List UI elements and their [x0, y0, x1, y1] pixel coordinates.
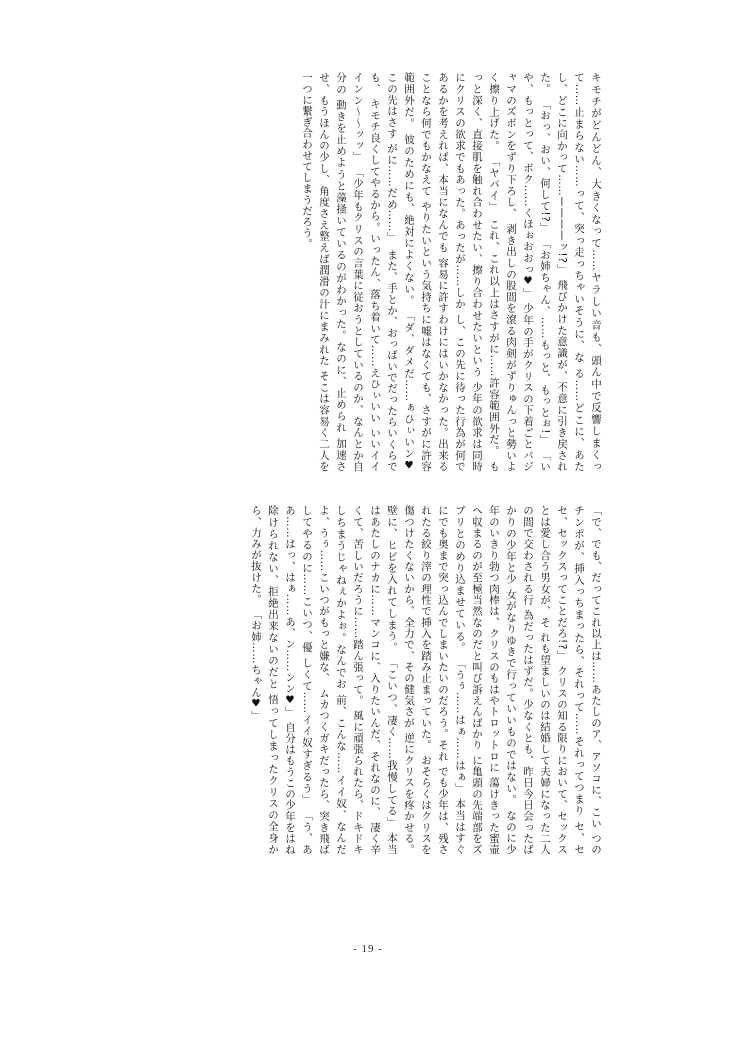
page-number: - 19 - [353, 943, 383, 955]
body-text-upper: キモチがどんどん、大きくなって……ヤラしい音も、頭ん中で反響しまくって……止まらない……って、突っ走っちゃいそうに、な る……どこに、あたし、どこに向かって……————ッ!?」 飛びかけた意識が、不意に引き戻された。 「おっ、おい、何して!?」 「お姉ちゃん、……もっと、もっとぉ!」 「いや、もっとって、ボク……くほぉおおっ♥」 少年の手がクリスの下着ごとパジャマのズボンをずり下ろし、 剥き出しの股間を滾る肉剣がずりゅんっと勢いよく擦り上げた。 「ヤバイ」 これ、これ以上はさすがに……許容範囲外だ。 もっと深く、直接肌を触れ合わせたい、擦り合わせたいという 少年の欲求は同時にクリスの欲求でもあった。あったが……しか し、この先に待った行為が何であるかを考えれば、本当になんでも 容易に許すわけにはいかなかった。出来ることなら何でもかなえて やりたいという気持ちに嘘はなくても、さすがに許容範囲外だ。 彼のためにも、絶対によくない。 「ダ、ダメだ……ぁひぃいン♥ この先はさす がに……だめ……」 また、手とか、おっぱいでだったらいくらでも、 キモチ良くしてやるから。いったん、落ち着いて……えひぃいい いいイイインン〜〜ッッ」 「少年もクリスの言葉に従おうとしているのか、なんとか自分の 動きを止めようと藻掻いているのがわかった。なのに、止められ 加速させ、もうほんの少し、角度さえ整えば潤滑の汁にまみれた そこは容易く二人を一つに繋ぎ合わせてしまうだろう。 [301, 72, 602, 484]
body-text-lower: 「で、でも、だってこれ以上は……あたしのア、アソコに、こい つのチンポが、挿入っちまったら、それって……それってつまり セ、セセ、セックスってことだろ!?」 クリスの知る限りにおいて、セックスとは愛し合う男女が、そ れも望ましいのは結婚して夫婦になった二人の間で交わされる行 為だったはずだ。少なくとも、昨日今日会ったばかりの少年と少 女がなりゆきで行っていいものではない。 なのに少年のいきり勃つ肉棒は、クリスのもはやトロットロに 蕩けきった蜜壷へ収まるのが至極当然なのだと叫び訴えんばかり に亀頭の先端部をズブリとのめり込ませている。 「うぅ……はぁ……はぁ」 本当はすぐにでも奥まで突っ込んでしまいたいのだろう。それ でも少年は、残されたる絞り滓の理性で挿入を踏み止まっていた。 おそらくはクリスを傷つけたくないから、全力で、その健気さが 逆にクリスを疼かせる。壁に、ヒビを入れてしまう。 「こいつ、凄く……我慢してる」 本当はあたしのナカに……マンコに、入りたいんだ、それなのに、 凄く辛くて、苦しいだろうに……踏ん張って。 風に頑張られたら、ドキドキしちまうじゃねぇかよぉ。なんでお 前、こんな……イイ奴、なんだよ、うぅ……こいつがもっと嫌な、 ムカつくガキだったら、突き飛ばしてやるのに……こいつ、優 しくて……イイ奴すぎるう」 「う、ああ……はっ、はぁ……あ、ン……ンン♥」 自分はもうこの少年をはね除けられない、拒絶出来ないのだと 悟ってしまったクリスの全身から、力みが抜けた。 「お姉……ちゃん♥」 [250, 505, 602, 855]
